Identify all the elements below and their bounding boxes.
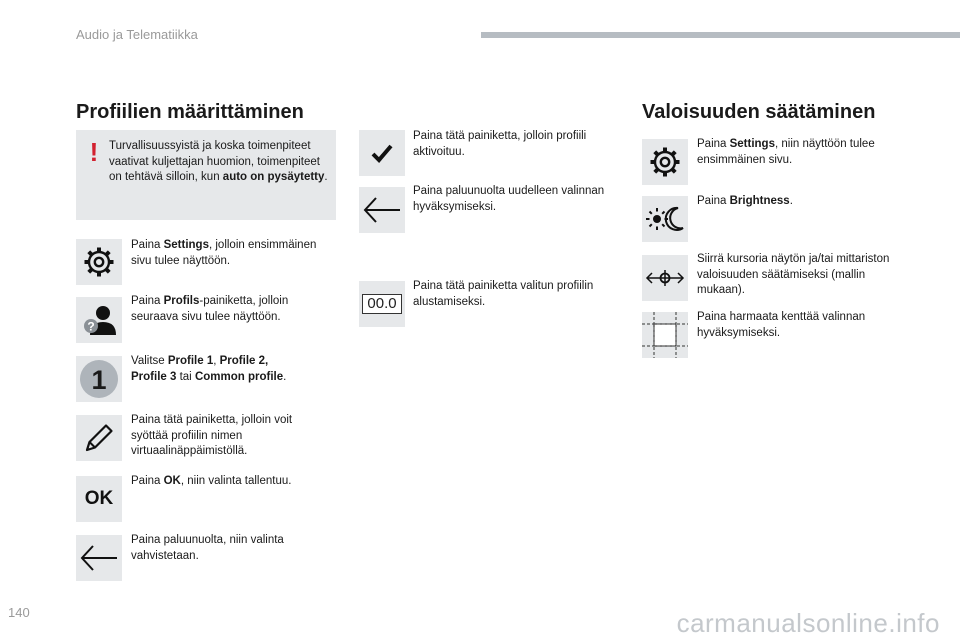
brightness-sun-moon-icon [642, 196, 688, 242]
settings-gear-icon [642, 139, 688, 185]
grey-area-icon [642, 312, 688, 358]
watermark: carmanualsonline.info [676, 608, 940, 638]
svg-text:?: ? [87, 319, 95, 334]
slider-cursor-icon [642, 255, 688, 301]
right-settings-text: Paina Settings, niin näyttöön tulee ensimmäinen sivu. [697, 138, 875, 166]
middle-back-text: Paina paluunuolta uudelleen valinnan hyväksymiseksi. [413, 185, 605, 213]
back-arrow-icon [76, 535, 122, 581]
svg-text:1: 1 [91, 365, 107, 395]
reset-text: Paina tätä painiketta valitun profiilin alustamiseksi. [413, 280, 594, 308]
step-profils-text: Paina Profils-painiketta, jolloin seuraava sivu tulee näyttöön. [131, 295, 289, 323]
step-back-text: Paina paluunuolta, niin valinta vahvistetaan. [131, 534, 284, 562]
left-heading: Profiilien määrittäminen [76, 101, 304, 123]
warning-icon: ! [89, 137, 99, 167]
step-settings-text: Paina Settings, jolloin ensimmäinen sivu tulee näyttöön. [131, 239, 317, 267]
back-arrow-icon [359, 187, 405, 233]
grey-text: Paina harmaata kenttää valinnan hyväksymiseksi. [697, 311, 866, 339]
number-one-icon [76, 356, 122, 402]
warning-box [76, 130, 336, 220]
checkmark-icon [359, 130, 405, 176]
ok-button-icon: OK [76, 476, 122, 522]
step-edit-text: Paina tätä painiketta, jolloin voit syöttää profiilin nimen virtuaalinäppäimistöllä. [131, 414, 293, 457]
step-select-text: Valitse Profile 1, Profile 2, Profile 3 tai Common profile. [131, 355, 287, 383]
brightness-text: Paina Brightness. [697, 195, 793, 207]
header-title: Audio ja Telematiikka [76, 27, 198, 42]
warning-text: Turvallisuussyistä ja koska toimenpiteet vaativat kuljettajan huomion, toimenpiteet on tehtävä silloin, kun auto on pysäytetty. [109, 140, 328, 183]
step-ok-text: Paina OK, niin valinta tallentuu. [131, 475, 292, 487]
header-bar [481, 32, 960, 38]
page-number: 140 [8, 605, 30, 620]
check-text: Paina tätä painiketta, jolloin profiili aktivoituu. [413, 130, 587, 158]
settings-gear-icon [76, 239, 122, 285]
pencil-edit-icon [76, 415, 122, 461]
reset-counter-icon: 00.0 [359, 281, 405, 327]
profile-user-icon [76, 297, 122, 343]
slider-text: Siirrä kursoria näytön ja/tai mittariston valoisuuden säätämiseksi (mallin mukaan). [697, 253, 890, 296]
right-heading: Valoisuuden säätäminen [642, 101, 876, 123]
